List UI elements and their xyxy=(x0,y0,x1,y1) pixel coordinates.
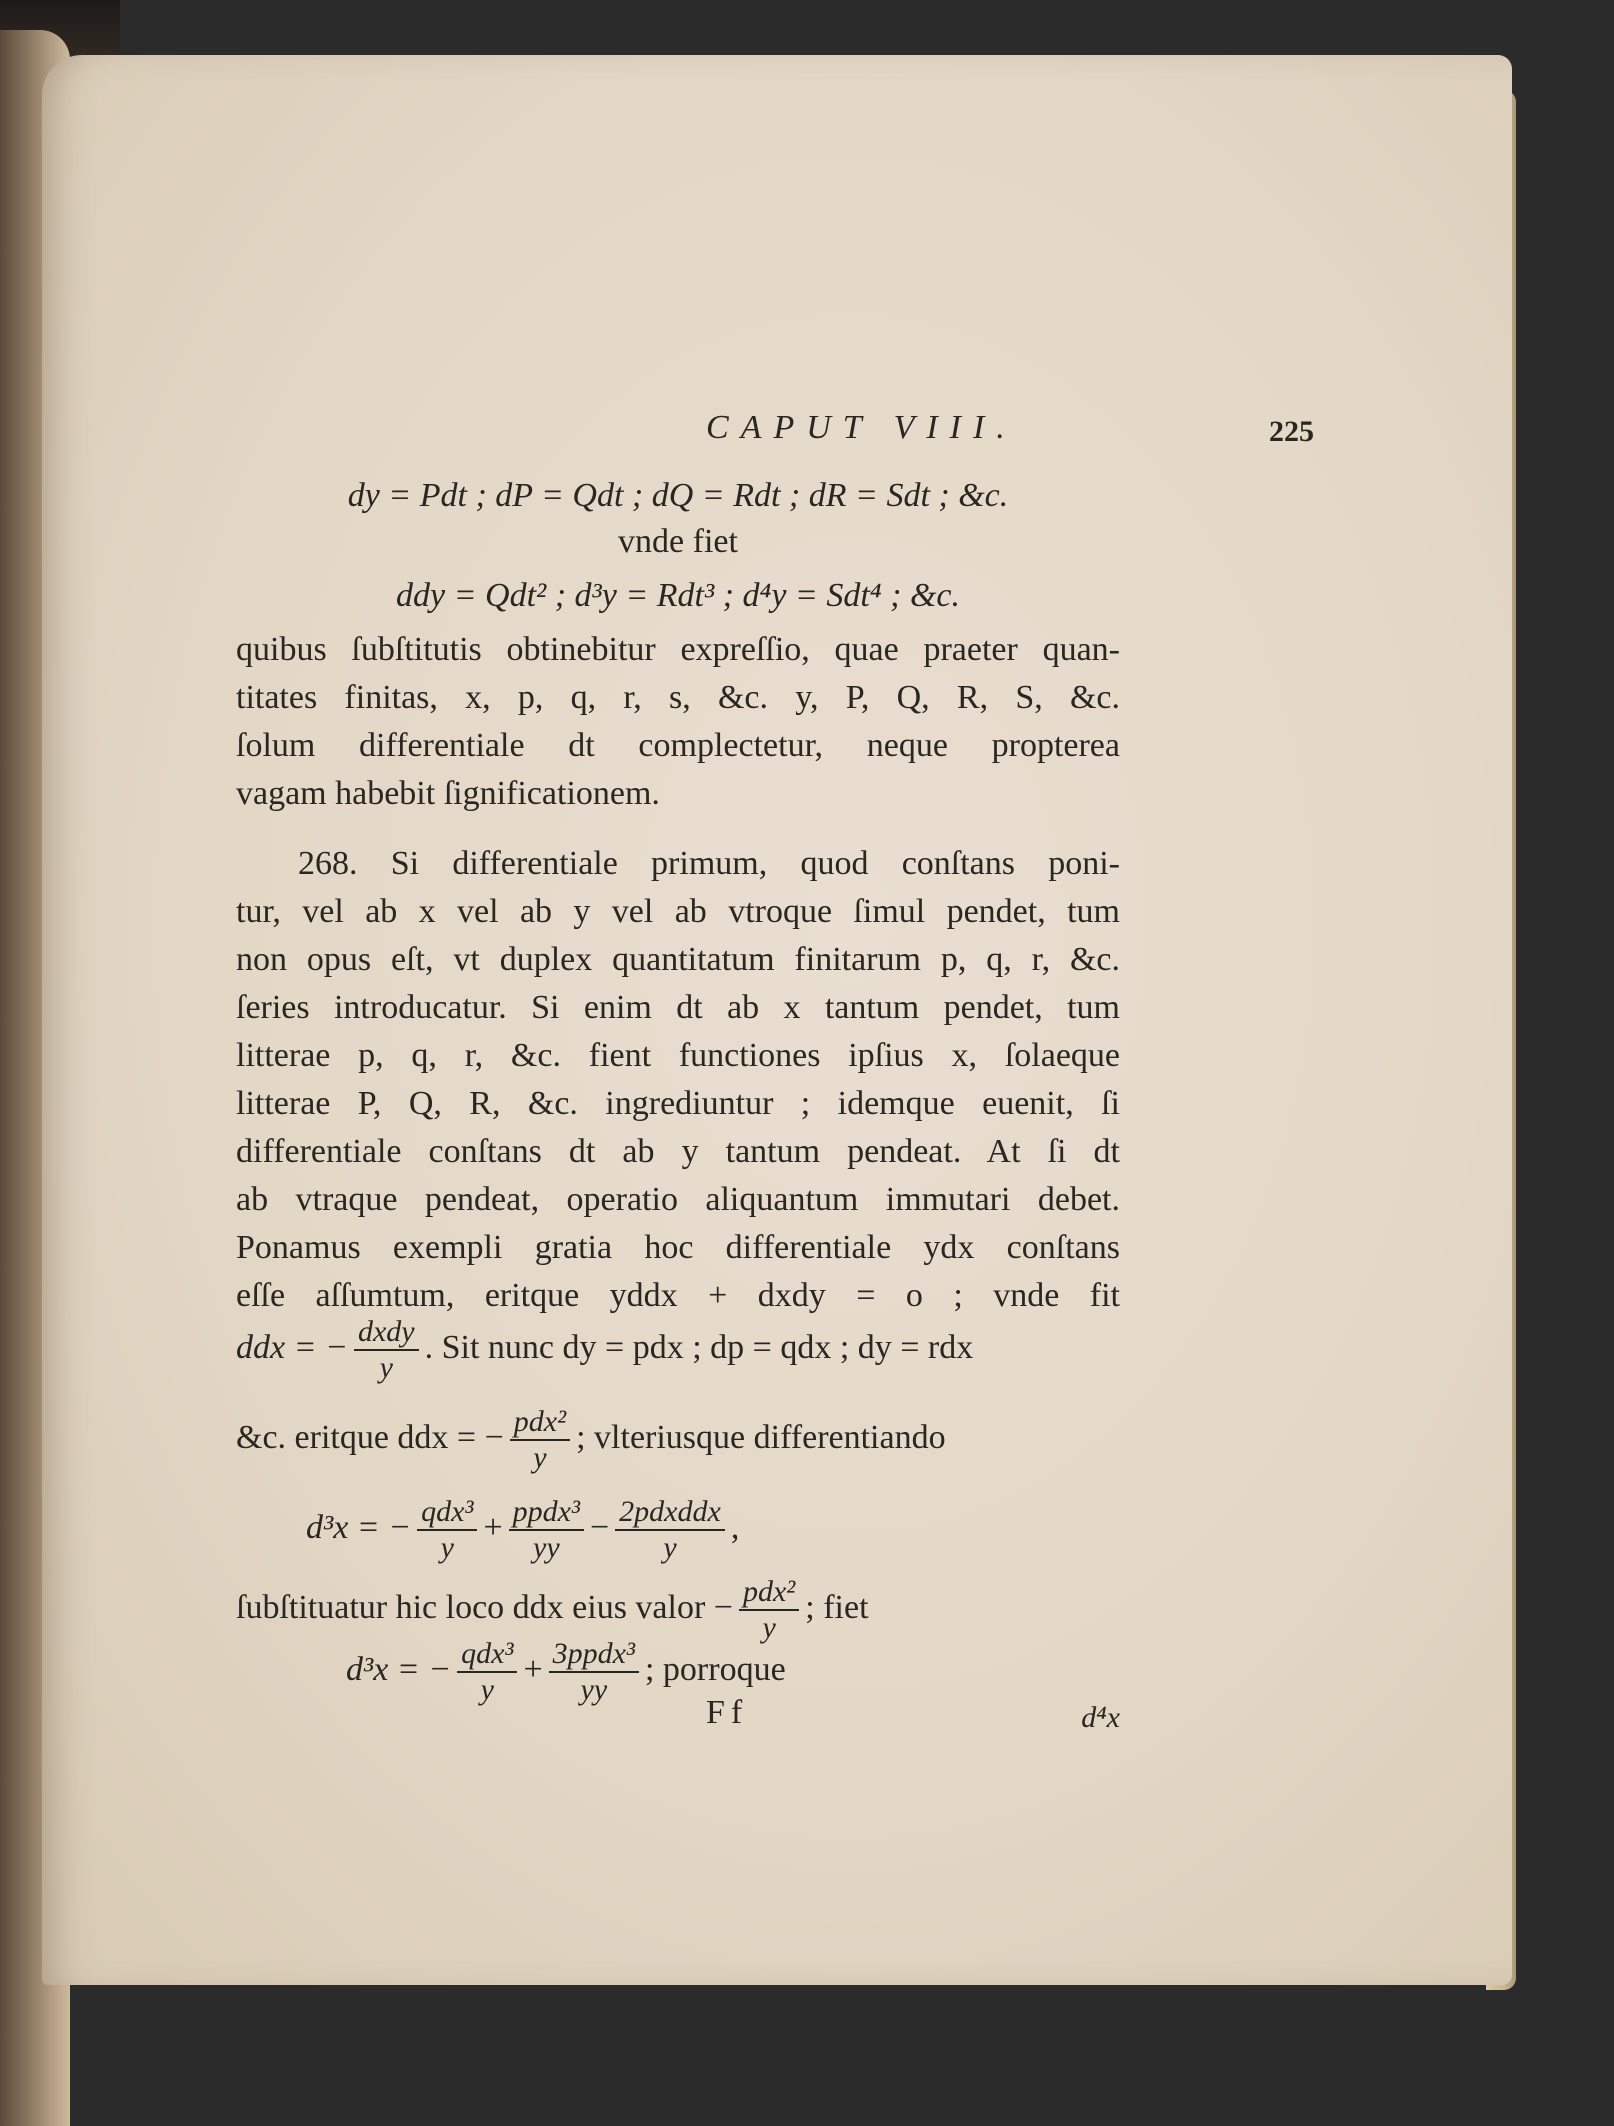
paragraph-268-line: ab vtraque pendeat, operatio aliquantum immutari debet. xyxy=(236,1181,1120,1218)
book-page xyxy=(42,55,1512,1985)
numerator: dxdy xyxy=(354,1315,419,1351)
equation-substituatur xyxy=(236,1575,1120,1645)
page-header xyxy=(446,405,1314,457)
equation-line-2: ddy = Qdt² ; d³y = Rdt³ ; d⁴y = Sdt⁴ ; &c. xyxy=(396,577,960,614)
equation-ddx xyxy=(236,1315,1120,1385)
eq5-post: ; porroque xyxy=(644,1650,786,1688)
denominator: yy xyxy=(580,1673,608,1706)
denominator: y xyxy=(440,1531,454,1564)
paragraph-268-line: differentiale conſtans dt ab y tantum pendeat. At ſi dt xyxy=(236,1133,1120,1170)
text-line: vagam habebit ſignificationem. xyxy=(236,775,660,812)
operator: + xyxy=(483,1508,503,1546)
fraction xyxy=(417,1495,477,1565)
denominator: y xyxy=(762,1611,776,1644)
numerator: ppdx³ xyxy=(509,1495,584,1531)
numerator: 2pdxddx xyxy=(615,1495,725,1531)
eq3-lhs: d³x = − xyxy=(306,1508,412,1546)
equation-d3x-second xyxy=(236,1637,1120,1707)
numerator: pdx² xyxy=(510,1405,570,1441)
fraction xyxy=(739,1575,799,1645)
fraction xyxy=(510,1405,570,1475)
equation-eritque xyxy=(236,1405,1120,1475)
equation-d3x-first xyxy=(236,1495,1120,1565)
catchword: d⁴x xyxy=(1081,1701,1120,1734)
numerator: qdx³ xyxy=(457,1637,517,1673)
paragraph-268-line: ſeries introducatur. Si enim dt ab x tantum pendet, tum xyxy=(236,989,1120,1026)
punctuation: , xyxy=(730,1508,740,1546)
text-line: ſolum differentiale dt complectetur, neque propterea xyxy=(236,727,1120,764)
eq2-post: ; vlteriusque differentiando xyxy=(576,1418,946,1456)
fraction xyxy=(457,1637,517,1707)
numerator: 3ppdx³ xyxy=(549,1637,639,1673)
paragraph-268-line: tur, vel ab x vel ab y vel ab vtroque ſimul pendet, tum xyxy=(236,893,1120,930)
fraction xyxy=(615,1495,725,1565)
paragraph-268-line: eſſe aſſumtum, eritque yddx + dxdy = o ; vnde fit xyxy=(236,1277,1120,1314)
denominator: yy xyxy=(533,1531,560,1564)
eq5-lhs: d³x = − xyxy=(346,1650,452,1688)
eq4-post: ; fiet xyxy=(805,1588,869,1626)
fraction xyxy=(354,1315,419,1385)
operator: + xyxy=(523,1650,543,1688)
paragraph-268-line: 268. Si differentiale primum, quod conſtans poni- xyxy=(298,845,1120,882)
text-line: titates finitas, x, p, q, r, s, &c. y, P, Q, R, S, &c. xyxy=(236,679,1120,716)
fraction xyxy=(549,1637,639,1707)
denominator: y xyxy=(663,1531,677,1564)
paragraph-268-line: litterae P, Q, R, &c. ingrediuntur ; idemque euenit, ſi xyxy=(236,1085,1120,1122)
signature-mark: Ff xyxy=(706,1694,749,1731)
denominator: y xyxy=(533,1441,547,1474)
paragraph-268-line: litterae p, q, r, &c. fient functiones ipſius x, ſolaeque xyxy=(236,1037,1120,1074)
text-line: quibus ſubſtitutis obtinebitur expreſſio, quae praeter quan- xyxy=(236,631,1120,668)
denominator: y xyxy=(379,1351,393,1384)
eq1-rest: . Sit nunc dy = pdx ; dp = qdx ; dy = rdx xyxy=(424,1328,974,1366)
paragraph-268-line: Ponamus exempli gratia hoc differentiale ydx conſtans xyxy=(236,1229,1120,1266)
eq2-pre: &c. eritque ddx = − xyxy=(236,1418,504,1456)
paragraph-268-line: non opus eſt, vt duplex quantitatum finitarum p, q, r, &c. xyxy=(236,941,1120,978)
operator: − xyxy=(589,1508,610,1546)
eq4-pre: ſubſtituatur hic loco ddx eius valor − xyxy=(236,1588,733,1626)
numerator: pdx² xyxy=(739,1575,799,1611)
denominator: y xyxy=(480,1673,494,1706)
page-number: 225 xyxy=(1269,415,1314,448)
numerator: qdx³ xyxy=(417,1495,477,1531)
text-line-vnde-fiet: vnde fiet xyxy=(618,523,738,560)
equation-line-1: dy = Pdt ; dP = Qdt ; dQ = Rdt ; dR = Sdt ; &c. xyxy=(347,477,1009,514)
eq1-lhs: ddx = − xyxy=(236,1328,348,1366)
fraction xyxy=(509,1495,584,1565)
running-head: CAPUT VIII. xyxy=(706,409,1017,446)
